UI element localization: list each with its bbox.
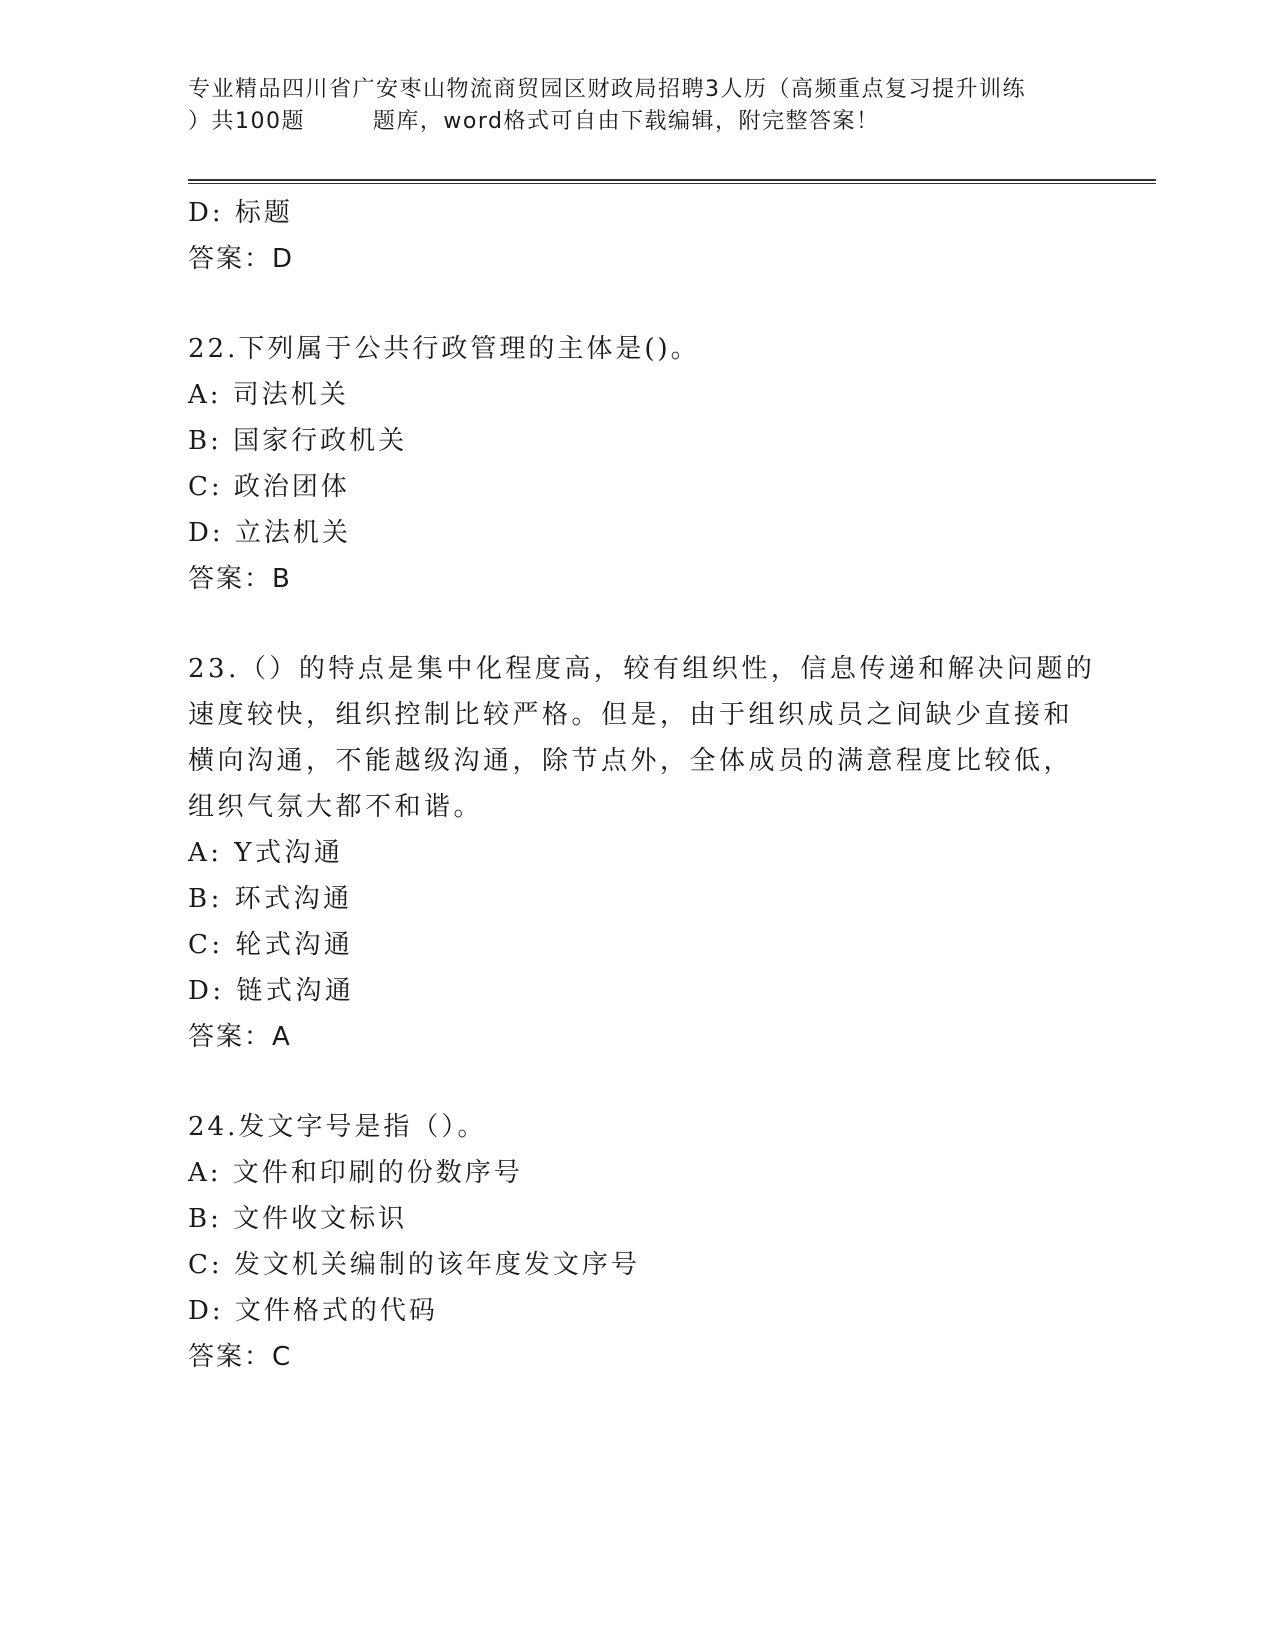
option-b: B: 文件收文标识 [188, 1204, 408, 1234]
question-stem: 24.发文字号是指（）。 [188, 1112, 487, 1142]
option-b: B: 环式沟通 [188, 884, 353, 914]
question-stem-line: 组织气氛大都不和谐。 [188, 792, 484, 822]
answer-line: 答案：B [188, 564, 292, 594]
question-22 [188, 326, 1088, 602]
question-stem-line: 速度较快，组织控制比较严格。但是，由于组织成员之间缺少直接和 [188, 700, 1074, 730]
page-header [188, 74, 1148, 138]
question-23 [188, 646, 1096, 1060]
question-stem: 22.下列属于公共行政管理的主体是()。 [188, 334, 700, 364]
answer-line: 答案：A [188, 1022, 292, 1052]
option-d: D: 标题 [188, 198, 293, 228]
option-d: D: 文件格式的代码 [188, 1296, 438, 1326]
option-a: A: 司法机关 [188, 380, 349, 410]
question-stem-line: 23.（）的特点是集中化程度高，较有组织性，信息传递和解决问题的 [188, 654, 1096, 684]
option-c: C: 轮式沟通 [188, 930, 354, 960]
answer-line: 答案：D [188, 244, 295, 274]
header-title-line1: 专业精品四川省广安枣山物流商贸园区财政局招聘3人历（高频重点复习提升训练 [188, 77, 1026, 102]
option-a: A: Y式沟通 [188, 838, 344, 868]
option-a: A: 文件和印刷的份数序号 [188, 1158, 523, 1188]
question-content [188, 190, 1096, 1380]
question-24 [188, 1104, 1088, 1380]
option-b: B: 国家行政机关 [188, 426, 408, 456]
header-divider [188, 179, 1156, 184]
option-d: D: 链式沟通 [188, 976, 355, 1006]
question-stem-line: 横向沟通，不能越级沟通，除节点外，全体成员的满意程度比较低， [188, 746, 1074, 776]
option-d: D: 立法机关 [188, 518, 351, 548]
option-c: C: 发文机关编制的该年度发文序号 [188, 1250, 640, 1280]
option-c: C: 政治团体 [188, 472, 350, 502]
header-title-line2: ）共100题 题库，word格式可自由下载编辑，附完整答案！ [188, 109, 880, 134]
answer-line: 答案：C [188, 1342, 293, 1372]
